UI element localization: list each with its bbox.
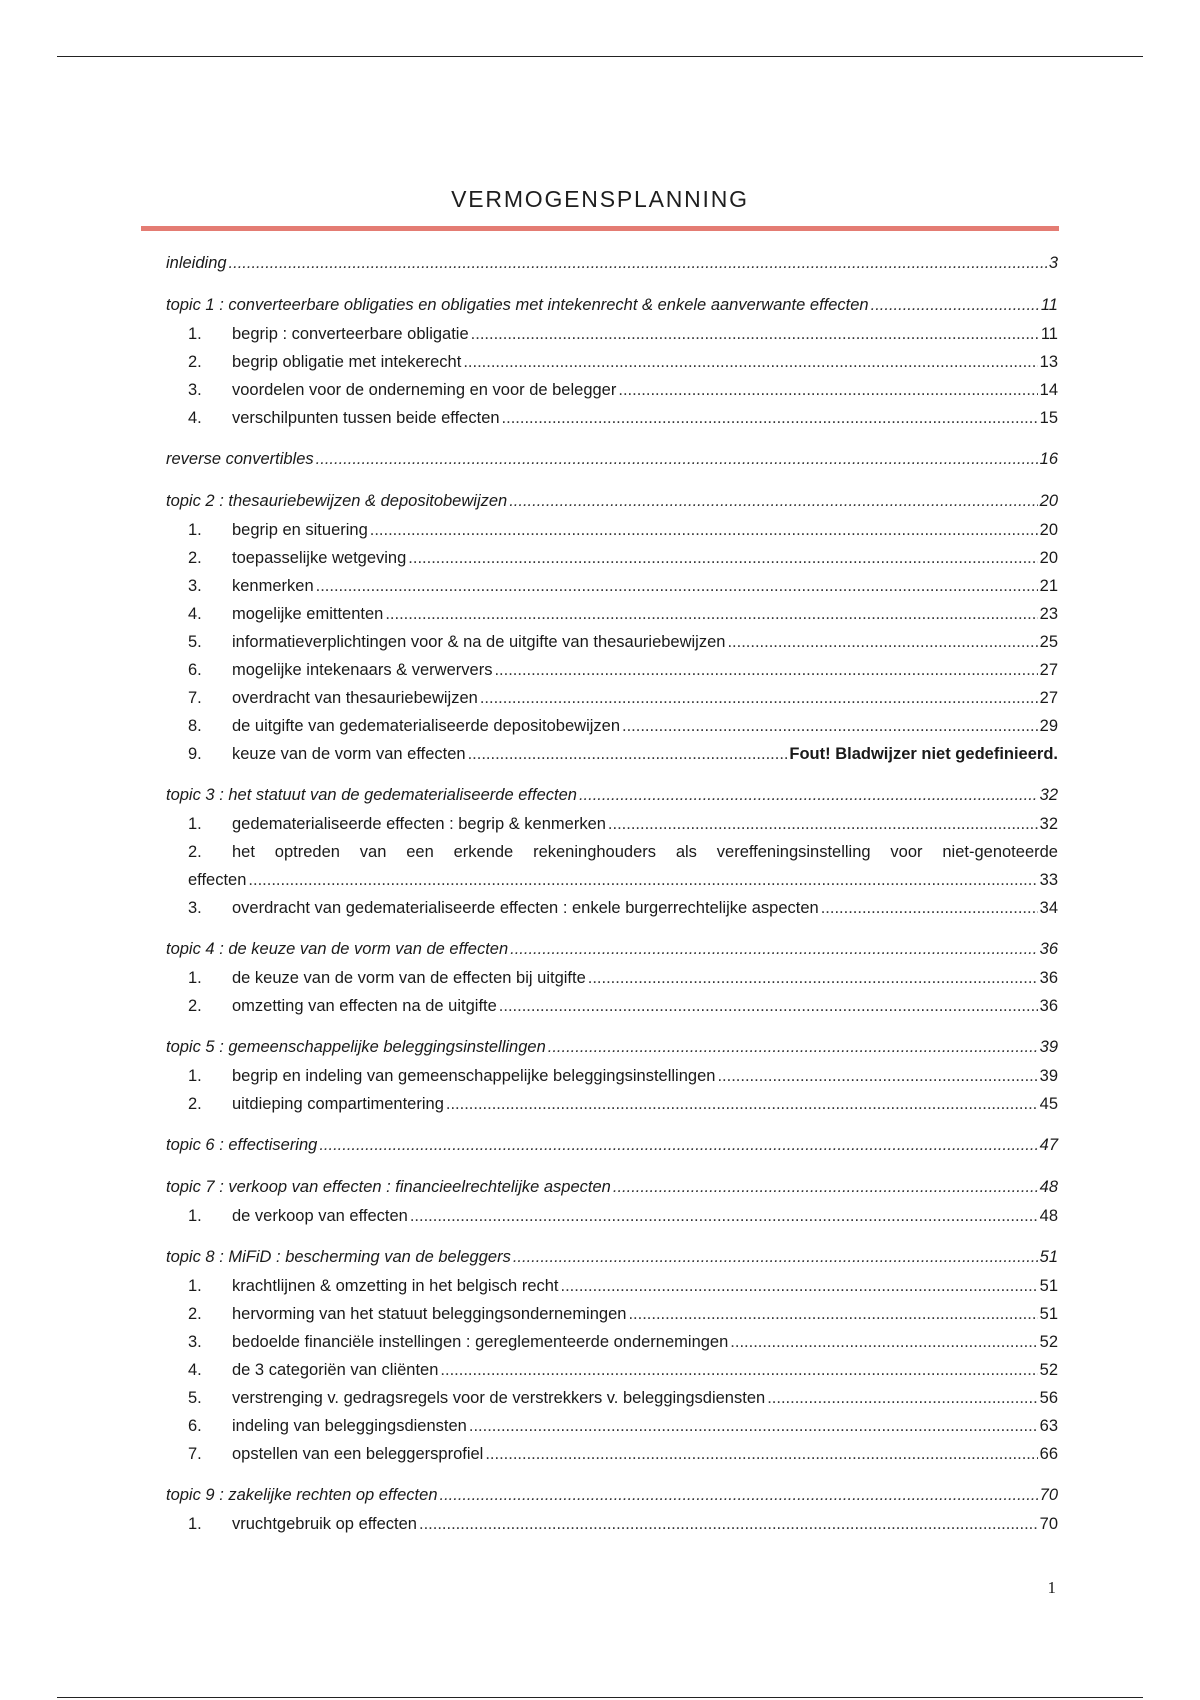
toc-topic[interactable] (166, 1032, 1058, 1062)
leader-dots (385, 600, 1037, 628)
toc-entry-label: reverse convertibles (166, 450, 314, 468)
leader-dots (513, 1242, 1038, 1272)
leader-dots (494, 656, 1037, 684)
toc-entry-wrapped-cont[interactable] (166, 866, 1058, 894)
toc-entry-label: verschilpunten tussen beide effecten (232, 409, 500, 427)
toc-entry-page: 34 (1039, 899, 1058, 917)
toc-entry-page: 20 (1039, 549, 1058, 567)
leader-dots (485, 1440, 1037, 1468)
toc-entry[interactable] (166, 1090, 1058, 1118)
toc-entry-number: 3. (188, 381, 202, 399)
toc-entry[interactable] (166, 1202, 1058, 1230)
toc-entry-wrapped[interactable] (166, 838, 1058, 866)
toc-entry-label: de uitgifte van gedematerialiseerde depositobewijzen (232, 717, 620, 735)
toc-entry[interactable] (166, 572, 1058, 600)
toc-entry-page: 48 (1039, 1207, 1058, 1225)
toc-entry-page: 36 (1039, 997, 1058, 1015)
toc-entry-number: 1. (188, 1067, 202, 1085)
toc-topic[interactable] (166, 934, 1058, 964)
footer-rule (57, 1697, 1143, 1698)
toc-entry-label: topic 9 : zakelijke rechten op effecten (166, 1486, 438, 1504)
toc-entry[interactable] (166, 628, 1058, 656)
table-of-contents (166, 248, 1058, 1538)
toc-entry-number: 1. (188, 521, 202, 539)
toc-entry-page: 32 (1039, 815, 1058, 833)
toc-topic[interactable] (166, 1242, 1058, 1272)
toc-topic[interactable] (166, 1172, 1058, 1202)
toc-entry-label: topic 4 : de keuze van de vorm van de effecten (166, 940, 509, 958)
leader-dots (316, 444, 1038, 474)
toc-entry-page: 27 (1039, 689, 1058, 707)
leader-dots (468, 740, 788, 768)
toc-entry-number: 1. (188, 325, 202, 343)
leader-dots (613, 1172, 1038, 1202)
leader-dots (446, 1090, 1038, 1118)
toc-entry-label: informatieverplichtingen voor & na de uitgifte van thesauriebewijzen (232, 633, 726, 651)
toc-entry[interactable] (166, 1384, 1058, 1412)
toc-entry-label: begrip en situering (232, 521, 368, 539)
toc-entry-number: 3. (188, 899, 202, 917)
toc-entry-page: 20 (1039, 521, 1058, 539)
toc-entry-number: 1. (188, 1277, 202, 1295)
toc-topic[interactable] (166, 1480, 1058, 1510)
toc-topic[interactable] (166, 444, 1058, 474)
toc-entry[interactable] (166, 1300, 1058, 1328)
toc-entry-label: de verkoop van effecten (232, 1207, 408, 1225)
toc-entry-label: overdracht van thesauriebewijzen (232, 689, 478, 707)
toc-entry-label: indeling van beleggingsdiensten (232, 1417, 467, 1435)
toc-entry-error: Fout! Bladwijzer niet gedefinieerd. (789, 745, 1058, 763)
toc-entry-number: 2. (188, 1095, 202, 1113)
leader-dots (316, 572, 1038, 600)
toc-entry-number: 5. (188, 1389, 202, 1407)
toc-entry[interactable] (166, 1328, 1058, 1356)
toc-entry-label: uitdieping compartimentering (232, 1095, 444, 1113)
toc-entry[interactable] (166, 376, 1058, 404)
toc-entry-page: 23 (1039, 605, 1058, 623)
toc-entry-page: 51 (1039, 1248, 1058, 1266)
document-title: VERMOGENSPLANNING (451, 186, 749, 212)
leader-dots (248, 866, 1037, 894)
toc-entry[interactable] (166, 1272, 1058, 1300)
toc-entry-page: 52 (1039, 1361, 1058, 1379)
leader-dots (419, 1510, 1038, 1538)
toc-entry-number: 1. (188, 1515, 202, 1533)
leader-dots (618, 376, 1037, 404)
leader-dots (499, 992, 1038, 1020)
leader-dots (480, 684, 1038, 712)
toc-entry-page: 47 (1039, 1136, 1058, 1154)
leader-dots (510, 934, 1038, 964)
toc-entry-page: 36 (1039, 940, 1058, 958)
leader-dots (229, 248, 1047, 278)
toc-entry-label-line1: het optreden van een erkende rekeninghouders als vereffeningsinstelling voor niet-genoteerde (232, 843, 1058, 861)
toc-entry-page: 29 (1039, 717, 1058, 735)
toc-entry-number: 8. (188, 717, 202, 735)
toc-entry-page: 70 (1039, 1486, 1058, 1504)
toc-entry-number: 5. (188, 633, 202, 651)
toc-entry-label: begrip en indeling van gemeenschappelijke beleggingsinstellingen (232, 1067, 716, 1085)
toc-entry-label: topic 7 : verkoop van effecten : financieelrechtelijke aspecten (166, 1178, 611, 1196)
toc-entry-label: topic 5 : gemeenschappelijke beleggingsinstellingen (166, 1038, 546, 1056)
leader-dots (608, 810, 1038, 838)
page-number: 1 (1047, 1578, 1056, 1597)
leader-dots (509, 486, 1037, 516)
toc-entry-number: 2. (188, 843, 202, 861)
toc-entry-label: topic 2 : thesauriebewijzen & depositobewijzen (166, 492, 508, 510)
toc-entry[interactable] (166, 894, 1058, 922)
leader-dots (319, 1130, 1037, 1160)
toc-entry-page: 56 (1039, 1389, 1058, 1407)
toc-entry[interactable] (166, 1062, 1058, 1090)
toc-entry-number: 7. (188, 1445, 202, 1463)
leader-dots (548, 1032, 1038, 1062)
leader-dots (727, 628, 1037, 656)
toc-entry-page: 25 (1039, 633, 1058, 651)
toc-entry-label: hervorming van het statuut beleggingsondernemingen (232, 1305, 627, 1323)
toc-entry[interactable] (166, 320, 1058, 348)
leader-dots (821, 894, 1038, 922)
toc-entry-page: 3 (1048, 254, 1058, 272)
toc-entry-label: krachtlijnen & omzetting in het belgisch recht (232, 1277, 559, 1295)
toc-entry-number: 3. (188, 1333, 202, 1351)
toc-entry-number: 4. (188, 409, 202, 427)
toc-entry-label: toepasselijke wetgeving (232, 549, 407, 567)
toc-entry-label: topic 6 : effectisering (166, 1136, 318, 1154)
toc-entry[interactable] (166, 348, 1058, 376)
leader-dots (717, 1062, 1037, 1090)
leader-dots (579, 780, 1038, 810)
toc-entry-page: 45 (1039, 1095, 1058, 1113)
toc-entry[interactable] (166, 544, 1058, 572)
toc-entry-label: keuze van de vorm van effecten (232, 745, 466, 763)
toc-entry-page: 13 (1039, 353, 1058, 371)
toc-entry-number: 1. (188, 1207, 202, 1225)
toc-entry-page: 11 (1040, 296, 1058, 314)
toc-topic[interactable] (166, 486, 1058, 516)
toc-entry[interactable] (166, 516, 1058, 544)
toc-entry-page: 51 (1039, 1305, 1058, 1323)
toc-entry[interactable] (166, 684, 1058, 712)
toc-entry-number: 4. (188, 605, 202, 623)
toc-entry-number: 6. (188, 1417, 202, 1435)
leader-dots (871, 290, 1039, 320)
toc-entry-label: voordelen voor de onderneming en voor de belegger (232, 381, 617, 399)
toc-entry[interactable] (166, 600, 1058, 628)
leader-dots (440, 1480, 1038, 1510)
toc-entry-page: 21 (1039, 577, 1058, 595)
leader-dots (588, 964, 1038, 992)
leader-dots (370, 516, 1038, 544)
toc-entry-label: mogelijke emittenten (232, 605, 384, 623)
toc-entry-page: 20 (1039, 492, 1058, 510)
toc-entry-label: bedoelde financiële instellingen : gereglementeerde ondernemingen (232, 1333, 729, 1351)
leader-dots (622, 712, 1038, 740)
toc-entry[interactable] (166, 992, 1058, 1020)
toc-entry-label: omzetting van effecten na de uitgifte (232, 997, 497, 1015)
toc-entry-number: 2. (188, 549, 202, 567)
toc-entry-number: 1. (188, 969, 202, 987)
leader-dots (502, 404, 1038, 432)
toc-entry-page: 36 (1039, 969, 1058, 987)
toc-entry[interactable] (166, 712, 1058, 740)
toc-entry[interactable] (166, 1356, 1058, 1384)
toc-entry-label: effecten (188, 871, 247, 889)
toc-entry-number: 4. (188, 1361, 202, 1379)
leader-dots (628, 1300, 1037, 1328)
toc-entry-label: topic 8 : MiFiD : bescherming van de beleggers (166, 1248, 511, 1266)
toc-entry[interactable] (166, 740, 1058, 768)
toc-entry[interactable] (166, 1510, 1058, 1538)
toc-entry-page: 32 (1039, 786, 1058, 804)
toc-entry-page: 48 (1039, 1178, 1058, 1196)
leader-dots (471, 320, 1039, 348)
toc-entry-page: 16 (1039, 450, 1058, 468)
toc-entry-label: mogelijke intekenaars & verwervers (232, 661, 493, 679)
toc-entry[interactable] (166, 656, 1058, 684)
toc-entry-page: 70 (1039, 1515, 1058, 1533)
leader-dots (410, 1202, 1038, 1230)
toc-entry-number: 3. (188, 577, 202, 595)
toc-entry-page: 11 (1040, 325, 1058, 343)
toc-entry-page: 14 (1039, 381, 1058, 399)
toc-entry-number: 6. (188, 661, 202, 679)
toc-entry-label: vruchtgebruik op effecten (232, 1515, 417, 1533)
toc-entry-page: 52 (1039, 1333, 1058, 1351)
toc-entry-label: de 3 categoriën van cliënten (232, 1361, 439, 1379)
title-underline (141, 226, 1059, 231)
toc-entry-page: 39 (1039, 1067, 1058, 1085)
toc-entry[interactable] (166, 964, 1058, 992)
toc-entry-number: 2. (188, 353, 202, 371)
toc-entry-page: 15 (1039, 409, 1058, 427)
toc-entry-label: gedematerialiseerde effecten : begrip & kenmerken (232, 815, 606, 833)
toc-entry-label: topic 1 : converteerbare obligaties en obligaties met intekenrecht & enkele aanverwante effecten (166, 296, 869, 314)
toc-entry-page: 33 (1039, 871, 1058, 889)
leader-dots (730, 1328, 1037, 1356)
toc-entry[interactable] (166, 404, 1058, 432)
toc-entry-label: kenmerken (232, 577, 314, 595)
leader-dots (561, 1272, 1038, 1300)
toc-entry-page: 27 (1039, 661, 1058, 679)
toc-entry-page: 51 (1039, 1277, 1058, 1295)
toc-entry[interactable] (166, 810, 1058, 838)
toc-entry-page: 39 (1039, 1038, 1058, 1056)
toc-entry-number: 2. (188, 1305, 202, 1323)
leader-dots (767, 1384, 1037, 1412)
toc-entry-label: topic 3 : het statuut van de gedematerialiseerde effecten (166, 786, 577, 804)
toc-entry-label: de keuze van de vorm van de effecten bij uitgifte (232, 969, 586, 987)
toc-entry-number: 9. (188, 745, 202, 763)
toc-topic[interactable] (166, 248, 1058, 278)
toc-entry-label: begrip : converteerbare obligatie (232, 325, 469, 343)
toc-topic[interactable] (166, 780, 1058, 810)
toc-entry-page: 66 (1039, 1445, 1058, 1463)
toc-entry-number: 7. (188, 689, 202, 707)
leader-dots (469, 1412, 1038, 1440)
leader-dots (408, 544, 1037, 572)
toc-topic[interactable] (166, 1130, 1058, 1160)
toc-entry-number: 1. (188, 815, 202, 833)
toc-entry-label: opstellen van een beleggersprofiel (232, 1445, 484, 1463)
toc-entry-label: verstrenging v. gedragsregels voor de verstrekkers v. beleggingsdiensten (232, 1389, 766, 1407)
toc-entry[interactable] (166, 1412, 1058, 1440)
toc-entry-page: 63 (1039, 1417, 1058, 1435)
toc-entry[interactable] (166, 1440, 1058, 1468)
header-rule (57, 56, 1143, 57)
toc-topic[interactable] (166, 290, 1058, 320)
toc-entry-label: overdracht van gedematerialiseerde effecten : enkele burgerrechtelijke aspecten (232, 899, 819, 917)
leader-dots (463, 348, 1037, 376)
toc-entry-label: begrip obligatie met intekerecht (232, 353, 462, 371)
leader-dots (440, 1356, 1037, 1384)
toc-entry-label: inleiding (166, 254, 227, 272)
toc-entry-number: 2. (188, 997, 202, 1015)
